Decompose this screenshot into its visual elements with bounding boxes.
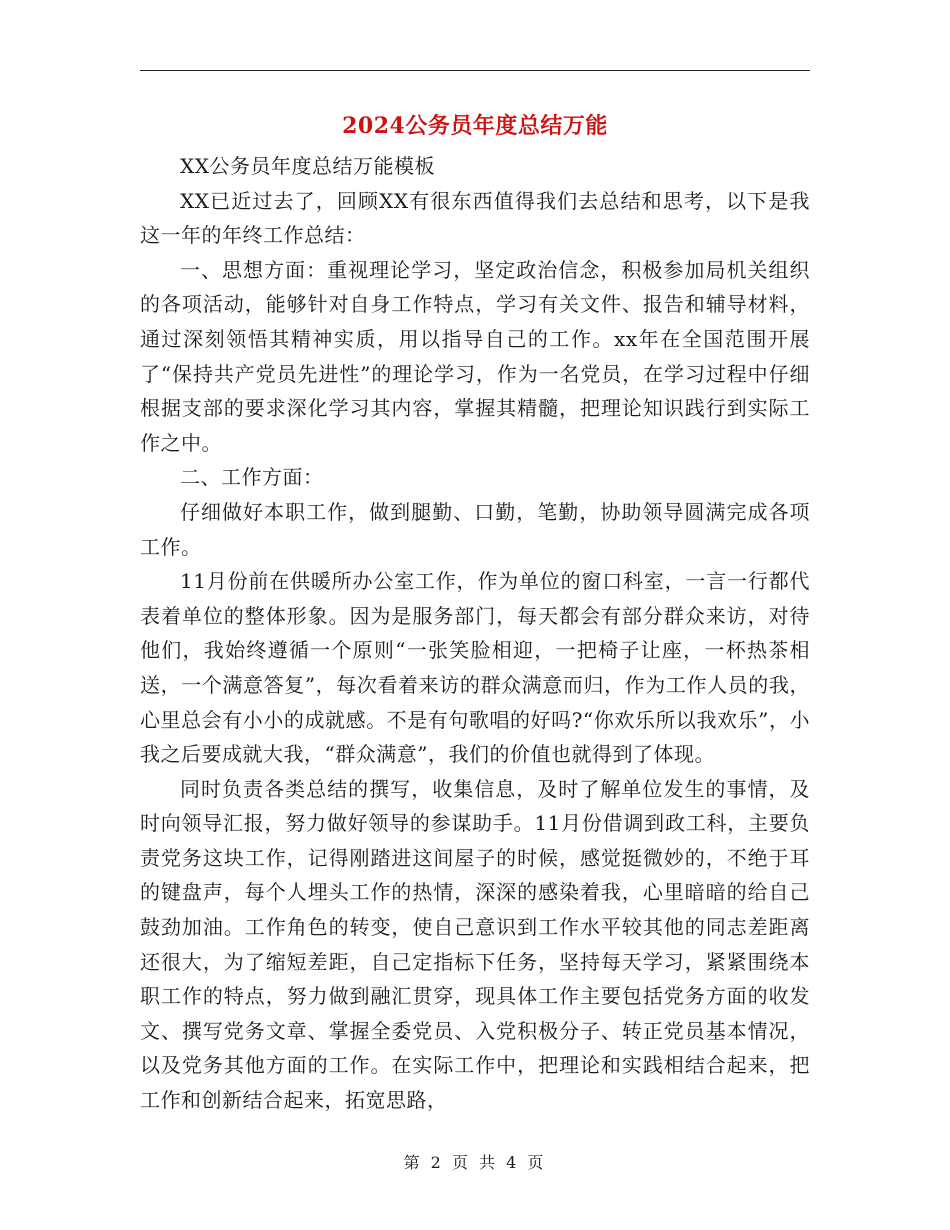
- header-rule: [140, 70, 810, 71]
- paragraph-intro: XX已近过去了，回顾XX有很东西值得我们去总结和思考，以下是我这一年的年终工作总结：: [140, 188, 810, 248]
- document-title: 2024公务员年度总结万能: [342, 113, 608, 139]
- paragraph-work-heading: 二、工作方面：: [180, 465, 324, 490]
- paragraph-office-work: 11月份前在供暖所办公室工作，作为单位的窗口科室，一言一行都代表着单位的整体形象。因为是服务部门，每天都会有部分群众来访，对待他们，我始终遵循一个原则“一张笑脸相迎，一把椅子让座，一杯热茶相送，一个满意答复”，每次看着来访的群众满意而归，作为工作人员的我，心里总会有小小的成就感。不是有句歌唱的好吗?“你欢乐所以我欢乐”，小我之后要成就大我，“群众满意”，我们的价值也就得到了体现。: [140, 569, 810, 767]
- document-body: [140, 149, 810, 1118]
- paragraph-party-work: 同时负责各类总结的撰写，收集信息，及时了解单位发生的事情，及时向领导汇报，努力做好领导的参谋助手。11月份借调到政工科，主要负责党务这块工作，记得刚踏进这间屋子的时候，感觉挺微妙的，不绝于耳的键盘声，每个人埋头工作的热情，深深的感染着我，心里暗暗的给自己鼓劲加油。工作角色的转变，使自己意识到工作水平较其他的同志差距离还很大，为了缩短差距，自己定指标下任务，坚持每天学习，紧紧围绕本职工作的特点，努力做到融汇贯穿，现具体工作主要包括党务方面的收发文、撰写党务文章、掌握全委党员、入党积极分子、转正党员基本情况，以及党务其他方面的工作。在实际工作中，把理论和实践相结合起来，把工作和创新结合起来，拓宽思路，: [140, 776, 810, 1113]
- page-number-footer: 第 2 页 共 4 页: [403, 1153, 547, 1172]
- paragraph-ideology: 一、思想方面：重视理论学习，坚定政治信念，积极参加局机关组织的各项活动，能够针对自身工作特点，学习有关文件、报告和辅导材料，通过深刻领悟其精神实质，用以指导自己的工作。xx年在全国范围开展了“保持共产党员先进性”的理论学习，作为一名党员，在学习过程中仔细根据支部的要求深化学习其内容，掌握其精髓，把理论知识践行到实际工作之中。: [140, 257, 810, 455]
- paragraph-subtitle: XX公务员年度总结万能模板: [180, 154, 435, 178]
- paragraph-duties: 仔细做好本职工作，做到腿勤、口勤，笔勤，协助领导圆满完成各项工作。: [140, 499, 810, 559]
